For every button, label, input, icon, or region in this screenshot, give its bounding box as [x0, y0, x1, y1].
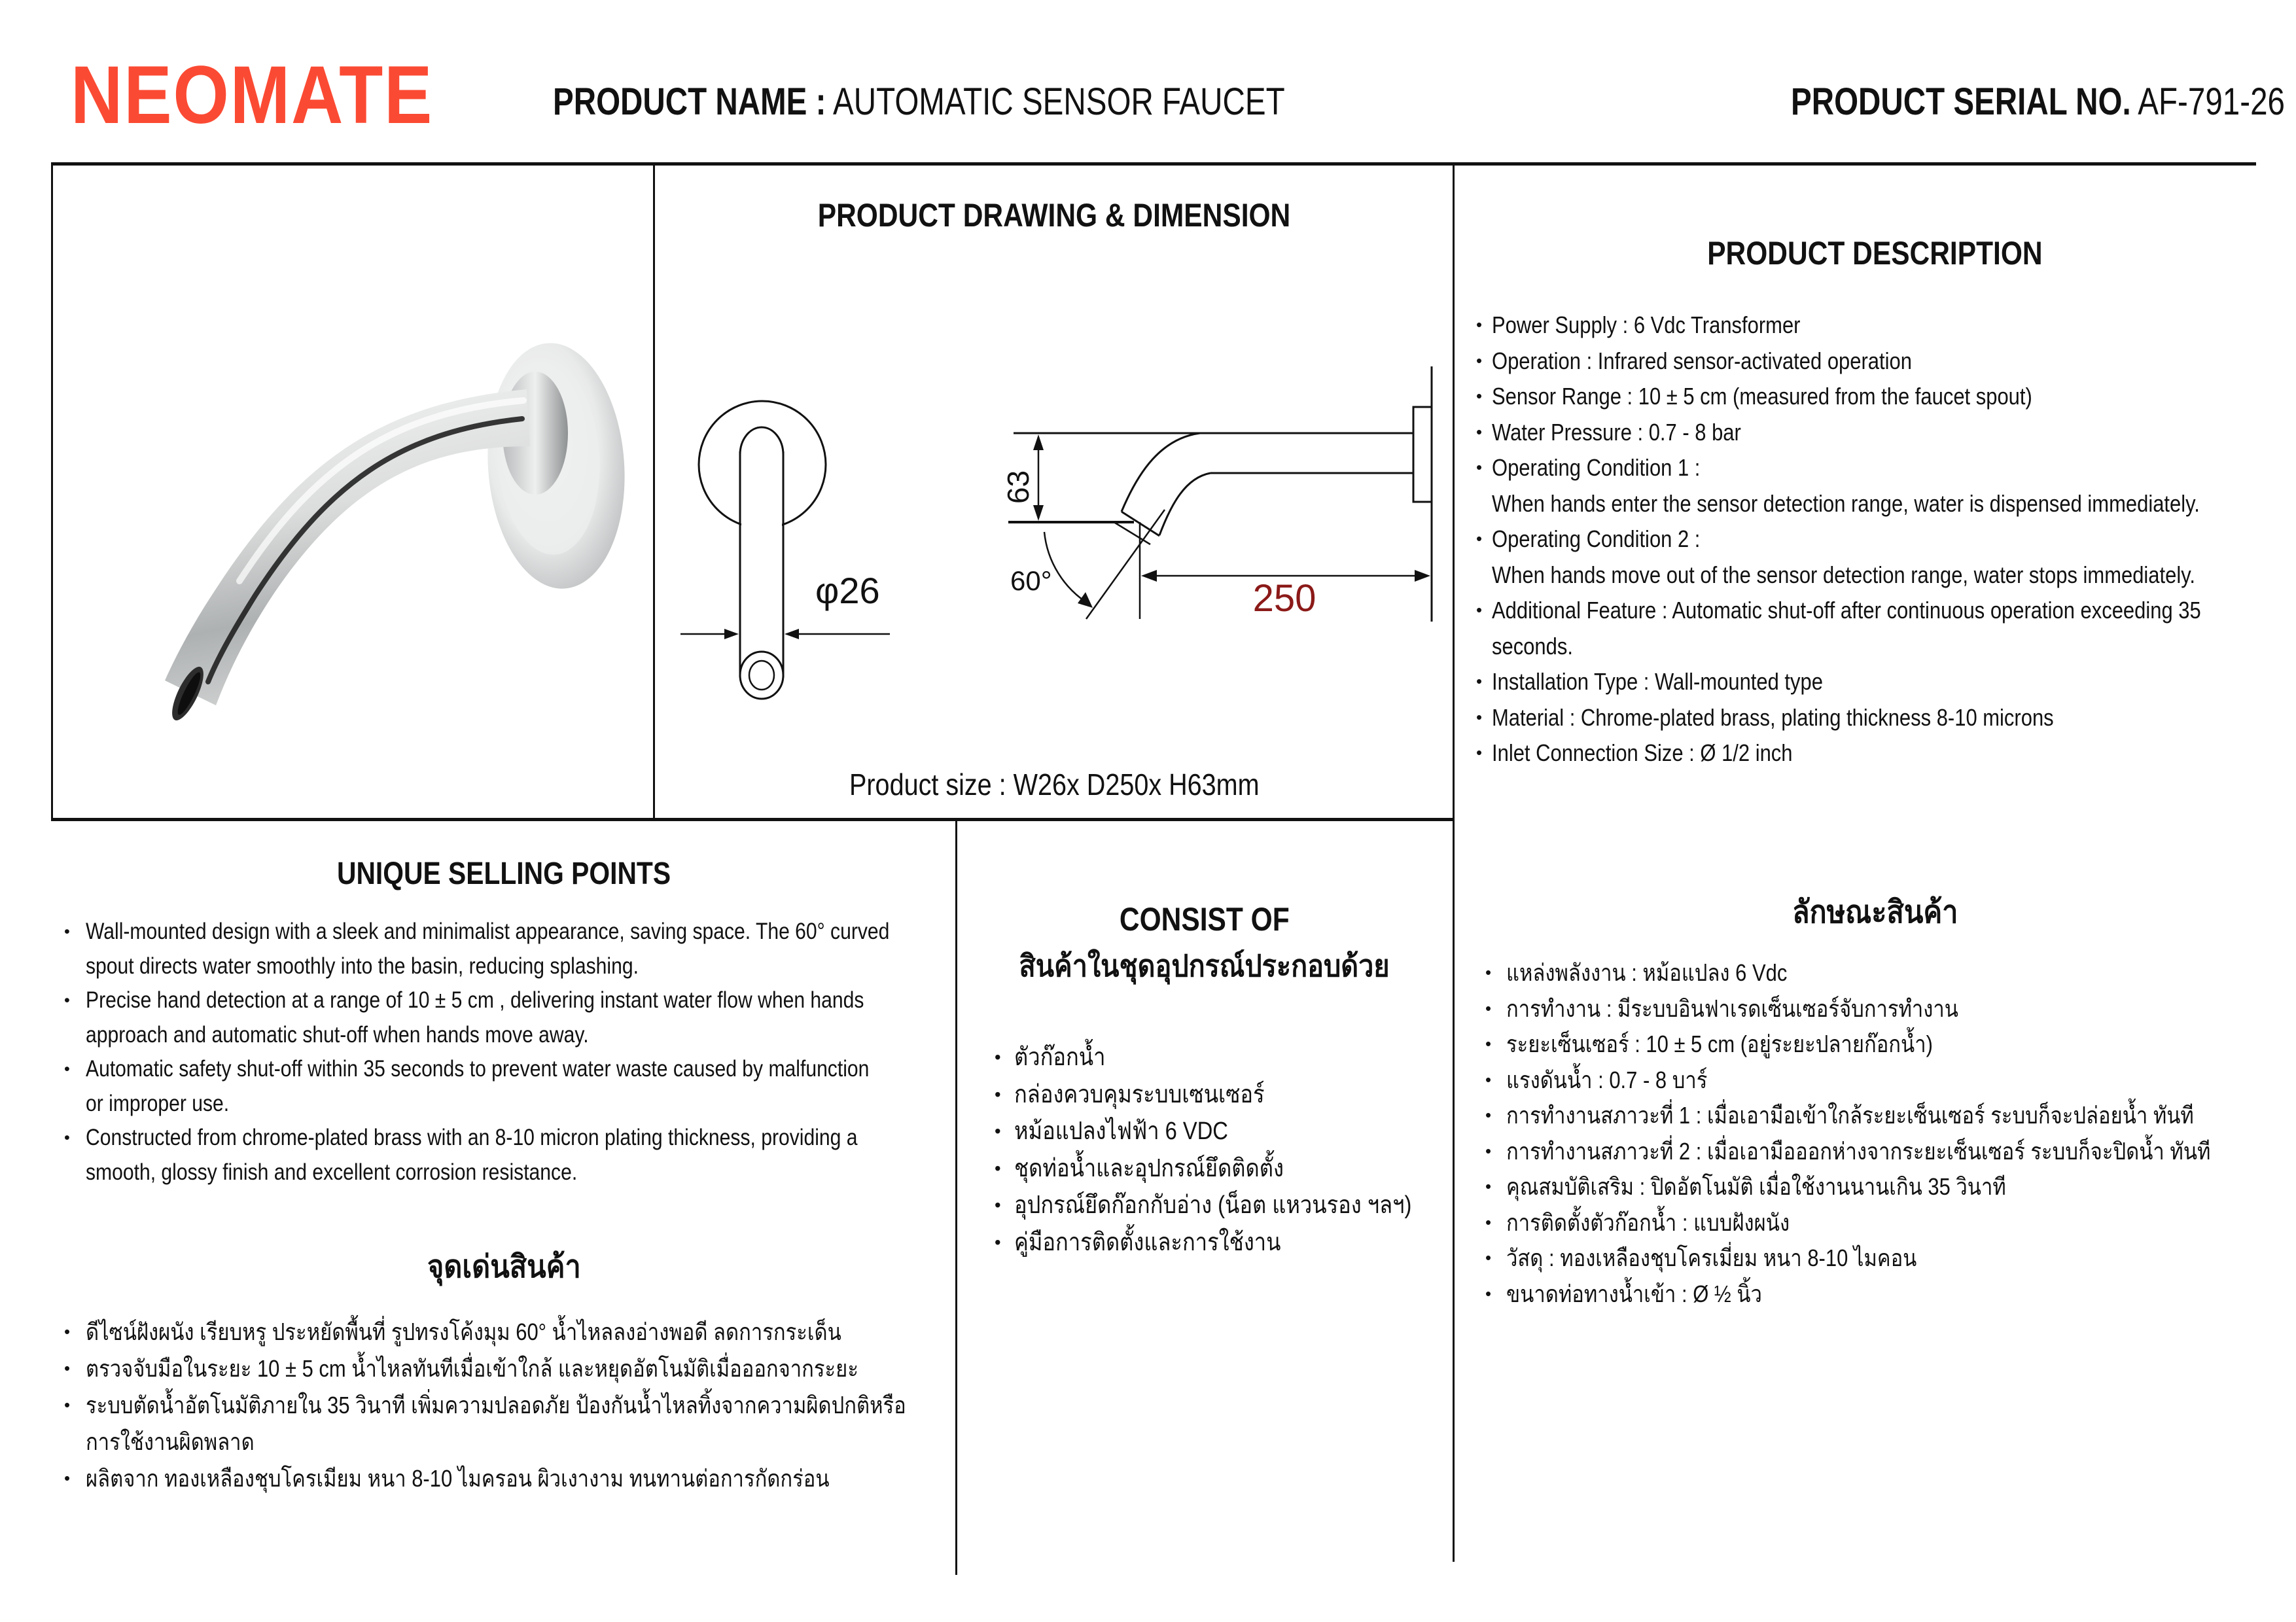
- list-item-text: Wall-mounted design with a sleek and minimalist appearance, saving space. The 60° curved: [86, 919, 890, 944]
- list-item: [52, 1460, 955, 1497]
- bullet-dot: •: [1476, 673, 1483, 691]
- product-size-caption-text: Product size : W26x D250x H63mm: [849, 767, 1260, 802]
- list-item: [1454, 415, 2296, 451]
- list-item-text: ผลิตจาก ทองเหลืองชุบโครเมียม หนา 8-10 ไมครอน ผิวเงางาม ทนทานต่อการกัดกร่อน: [86, 1465, 830, 1492]
- list-item: [1454, 344, 2296, 379]
- list-item: [52, 1387, 955, 1460]
- bullet-dot: •: [1485, 1142, 1492, 1161]
- photo-flange: [480, 338, 633, 593]
- list-item-text: ชุดท่อน้ำและอุปกรณ์ยึดติดตั้ง: [1014, 1154, 1284, 1182]
- product-serial-header: [1791, 80, 2296, 124]
- list-item: [1454, 991, 2296, 1027]
- list-item-text: Additional Feature : Automatic shut-off after continuous operation exceeding 35: [1492, 597, 2201, 624]
- drawing-title-text: PRODUCT DRAWING & DIMENSION: [817, 197, 1291, 234]
- product-name-header: [553, 80, 1445, 124]
- list-item-text: Automatic safety shut-off within 35 seconds to prevent water waste caused by malfunction: [86, 1056, 870, 1082]
- list-item-text: ดีไซน์ฝังผนัง เรียบหรู ประหยัดพื้นที่ รูปทรงโค้งมุม 60° น้ำไหลลงอ่างพอดี ลดการกระเด็น: [86, 1318, 841, 1345]
- list-item-text: การใช้งานผิดพลาด: [86, 1428, 255, 1455]
- list-item-text: or improper use.: [86, 1090, 230, 1116]
- thai-spec-list: [1454, 955, 2296, 1312]
- description-list: [1454, 308, 2296, 771]
- bullet-dot: •: [1476, 601, 1483, 620]
- list-item-text: Precise hand detection at a range of 10 ± 5 cm , delivering instant water flow when hands: [86, 987, 864, 1013]
- usp-list: [52, 915, 955, 1190]
- list-item-text: ตัวก๊อกน้ำ: [1014, 1044, 1106, 1071]
- list-item: [955, 1076, 1454, 1114]
- list-item-text: When hands enter the sensor detection range, water is dispensed immediately.: [1492, 489, 2200, 517]
- list-item: [1454, 1027, 2296, 1063]
- list-item-text: แรงดันน้ำ : 0.7 - 8 บาร์: [1506, 1066, 1708, 1093]
- list-item: [1454, 308, 2296, 344]
- list-item: [52, 1121, 955, 1190]
- middle-horizontal-divider: [51, 818, 1455, 821]
- list-item: [1454, 664, 2296, 700]
- list-item: [955, 1039, 1454, 1076]
- list-item: [1454, 521, 2296, 593]
- product-serial-label: PRODUCT SERIAL NO.: [1791, 80, 2131, 123]
- list-item: [52, 1350, 955, 1387]
- description-title: [1454, 234, 2296, 272]
- photo-spout: [165, 389, 530, 724]
- list-item: [955, 1113, 1454, 1150]
- bullet-dot: •: [1476, 530, 1483, 548]
- list-item-text: Installation Type : Wall-mounted type: [1492, 668, 1823, 695]
- list-item: [1454, 955, 2296, 991]
- bullet-dot: •: [1476, 387, 1483, 406]
- bullet-dot: •: [64, 1470, 71, 1488]
- drawing-side-plate: [1413, 407, 1432, 502]
- bullet-dot: •: [64, 991, 70, 1010]
- usp-thai-title: [52, 1242, 955, 1292]
- bullet-dot: •: [64, 1323, 71, 1341]
- drawing-front-outlet: [740, 652, 783, 699]
- consist-list: [955, 1039, 1454, 1261]
- list-item: [52, 983, 955, 1052]
- product-serial-value: AF-791-26: [2138, 80, 2285, 123]
- list-item-text: การติดตั้งตัวก๊อกน้ำ : แบบฝังผนัง: [1506, 1208, 1790, 1236]
- list-item-text: ระยะเซ็นเซอร์ : 10 ± 5 cm (อยู่ระยะปลายก๊อกน้ำ): [1506, 1031, 1933, 1057]
- usp-thai-title-text: จุดเด่นสินค้า: [427, 1250, 581, 1284]
- brand-logo: [71, 48, 483, 142]
- bullet-dot: •: [995, 1231, 1001, 1252]
- bullet-dot: •: [1485, 1070, 1492, 1089]
- bullet-dot: •: [1485, 999, 1492, 1018]
- bullet-dot: •: [1485, 1213, 1492, 1232]
- bullet-dot: •: [64, 923, 70, 941]
- list-item: [52, 915, 955, 983]
- bullet-dot: •: [1485, 1178, 1492, 1196]
- list-item-text: ขนาดท่อทางน้ำเข้า : Ø ½ นิ้ว: [1506, 1280, 1762, 1307]
- list-item-text: approach and automatic shut-off when hands move away.: [86, 1021, 589, 1048]
- description-title-text: PRODUCT DESCRIPTION: [1707, 235, 2043, 272]
- product-name-line: [553, 80, 1285, 124]
- bullet-dot: •: [1476, 708, 1483, 727]
- technical-drawing: [654, 164, 1454, 818]
- list-item: [1454, 735, 2296, 771]
- drawing-spout-bottom-curve: [1159, 473, 1210, 535]
- list-item: [1454, 1277, 2296, 1313]
- list-item-text: คู่มือการติดตั้งและการใช้งาน: [1014, 1228, 1281, 1256]
- bullet-dot: •: [64, 1360, 71, 1378]
- list-item: [1454, 379, 2296, 415]
- bullet-dot: •: [1485, 1284, 1492, 1303]
- bullet-dot: •: [1476, 423, 1483, 442]
- brand-logo-text: NEOMATE: [71, 50, 434, 141]
- list-item-text: Material : Chrome-plated brass, plating thickness 8-10 microns: [1492, 703, 2054, 731]
- bullet-dot: •: [64, 1060, 70, 1078]
- list-item-text: ตรวจจับมือในระยะ 10 ± 5 cm น้ำไหลทันทีเมื่อเข้าใกล้ และหยุดอัตโนมัติเมื่อออกจากระยะ: [86, 1355, 858, 1382]
- list-item: [1454, 1169, 2296, 1205]
- drawing-angle-construction: [1044, 510, 1165, 619]
- list-item-text: smooth, glossy finish and excellent corrosion resistance.: [86, 1159, 578, 1185]
- list-item: [1454, 593, 2296, 664]
- product-serial-line: [1791, 80, 2285, 124]
- list-item-text: Constructed from chrome-plated brass with an 8-10 micron plating thickness, providing a: [86, 1125, 858, 1150]
- consist-title: [955, 900, 1454, 938]
- list-item-text: Inlet Connection Size : Ø 1/2 inch: [1492, 739, 1793, 766]
- list-item-text: อุปกรณ์ยึดก๊อกกับอ่าง (น็อต แหวนรอง ฯลฯ): [1014, 1191, 1412, 1219]
- thai-spec-title: [1454, 887, 2296, 937]
- product-size-caption: [654, 767, 1454, 802]
- label-diameter: φ26: [815, 570, 880, 611]
- list-item-text: seconds.: [1492, 632, 1573, 660]
- bullet-dot: •: [995, 1084, 1001, 1104]
- list-item: [955, 1150, 1454, 1188]
- list-item-text: กล่องควบคุมระบบเซนเซอร์: [1014, 1080, 1265, 1108]
- list-item-text: Power Supply : 6 Vdc Transformer: [1492, 311, 1801, 338]
- list-item: [1454, 450, 2296, 521]
- list-item-text: spout directs water smoothly into the basin, reducing splashing.: [86, 953, 639, 979]
- list-item: [955, 1224, 1454, 1261]
- bullet-dot: •: [1485, 1249, 1492, 1267]
- list-item: [1454, 1241, 2296, 1277]
- bullet-dot: •: [1485, 964, 1492, 982]
- usp-thai-list: [52, 1314, 955, 1497]
- bullet-dot: •: [995, 1157, 1001, 1178]
- consist-title-text: CONSIST OF: [1120, 901, 1290, 938]
- list-item: [1454, 1205, 2296, 1241]
- consist-subtitle: [955, 942, 1454, 990]
- list-item: [1454, 700, 2296, 736]
- list-item-text: ระบบตัดน้ำอัตโนมัติภายใน 35 วินาที เพิ่มความปลอดภัย ป้องกันน้ำไหลทิ้งจากความผิดปกติหรือ: [86, 1392, 906, 1419]
- list-item-text: คุณสมบัติเสริม : ปิดอัตโนมัติ เมื่อใช้งานนานเกิน 35 วินาที: [1506, 1173, 2006, 1200]
- bullet-dot: •: [1476, 744, 1483, 762]
- bullet-dot: •: [1485, 1035, 1492, 1053]
- list-item: [955, 1187, 1454, 1224]
- list-item: [52, 1314, 955, 1350]
- drawing-spout-top-curve: [1122, 433, 1200, 512]
- list-item-text: วัสดุ : ทองเหลืองชุบโครเมี่ยม หนา 8-10 ไมคอน: [1506, 1244, 1917, 1271]
- thai-spec-title-text: ลักษณะสินค้า: [1792, 895, 1958, 930]
- label-depth: 250: [1252, 577, 1316, 620]
- list-item-text: Water Pressure : 0.7 - 8 bar: [1492, 418, 1741, 446]
- bullet-dot: •: [1476, 351, 1483, 370]
- list-item-text: When hands move out of the sensor detection range, water stops immediately.: [1492, 561, 2195, 588]
- list-item-text: การทำงานสภาวะที่ 2 : เมื่อเอามือออกห่างจากระยะเซ็นเซอร์ ระบบก็จะปิดน้ำ ทันที: [1506, 1137, 2211, 1165]
- list-item: [1454, 1098, 2296, 1134]
- usp-title-text: UNIQUE SELLING POINTS: [336, 856, 671, 891]
- bullet-dot: •: [1476, 459, 1483, 477]
- list-item: [52, 1052, 955, 1121]
- bullet-dot: •: [64, 1396, 71, 1415]
- bullet-dot: •: [1485, 1106, 1492, 1125]
- product-name-value: AUTOMATIC SENSOR FAUCET: [833, 80, 1285, 123]
- label-angle: 60°: [1010, 565, 1052, 596]
- list-item-text: แหล่งพลังงาน : หม้อแปลง 6 Vdc: [1506, 959, 1788, 986]
- list-item-text: Operating Condition 1 :: [1492, 454, 1701, 481]
- label-height: 63: [1001, 470, 1035, 504]
- list-item-text: Sensor Range : 10 ± 5 cm (measured from the faucet spout): [1492, 383, 2032, 410]
- list-item: [1454, 1134, 2296, 1170]
- bullet-dot: •: [1476, 316, 1483, 334]
- usp-title: [52, 856, 955, 892]
- bullet-dot: •: [64, 1129, 70, 1147]
- product-photo: [52, 164, 654, 818]
- list-item-text: หม้อแปลงไฟฟ้า 6 VDC: [1014, 1118, 1228, 1145]
- list-item-text: การทำงานสภาวะที่ 1 : เมื่อเอามือเข้าใกล้ระยะเซ็นเซอร์ ระบบก็จะปล่อยน้ำ ทันที: [1506, 1102, 2194, 1129]
- list-item-text: การทำงาน : มีระบบอินฟาเรดเซ็นเซอร์จับการทำงาน: [1506, 995, 1958, 1022]
- list-item: [1454, 1063, 2296, 1099]
- list-item-text: Operation : Infrared sensor-activated operation: [1492, 347, 1912, 374]
- bullet-dot: •: [995, 1195, 1001, 1215]
- list-item-text: Operating Condition 2 :: [1492, 525, 1701, 552]
- consist-subtitle-text: สินค้าในชุดอุปกรณ์ประกอบด้วย: [1019, 949, 1390, 983]
- product-name-label: PRODUCT NAME :: [553, 80, 826, 123]
- bullet-dot: •: [995, 1047, 1001, 1067]
- bullet-dot: •: [995, 1121, 1001, 1141]
